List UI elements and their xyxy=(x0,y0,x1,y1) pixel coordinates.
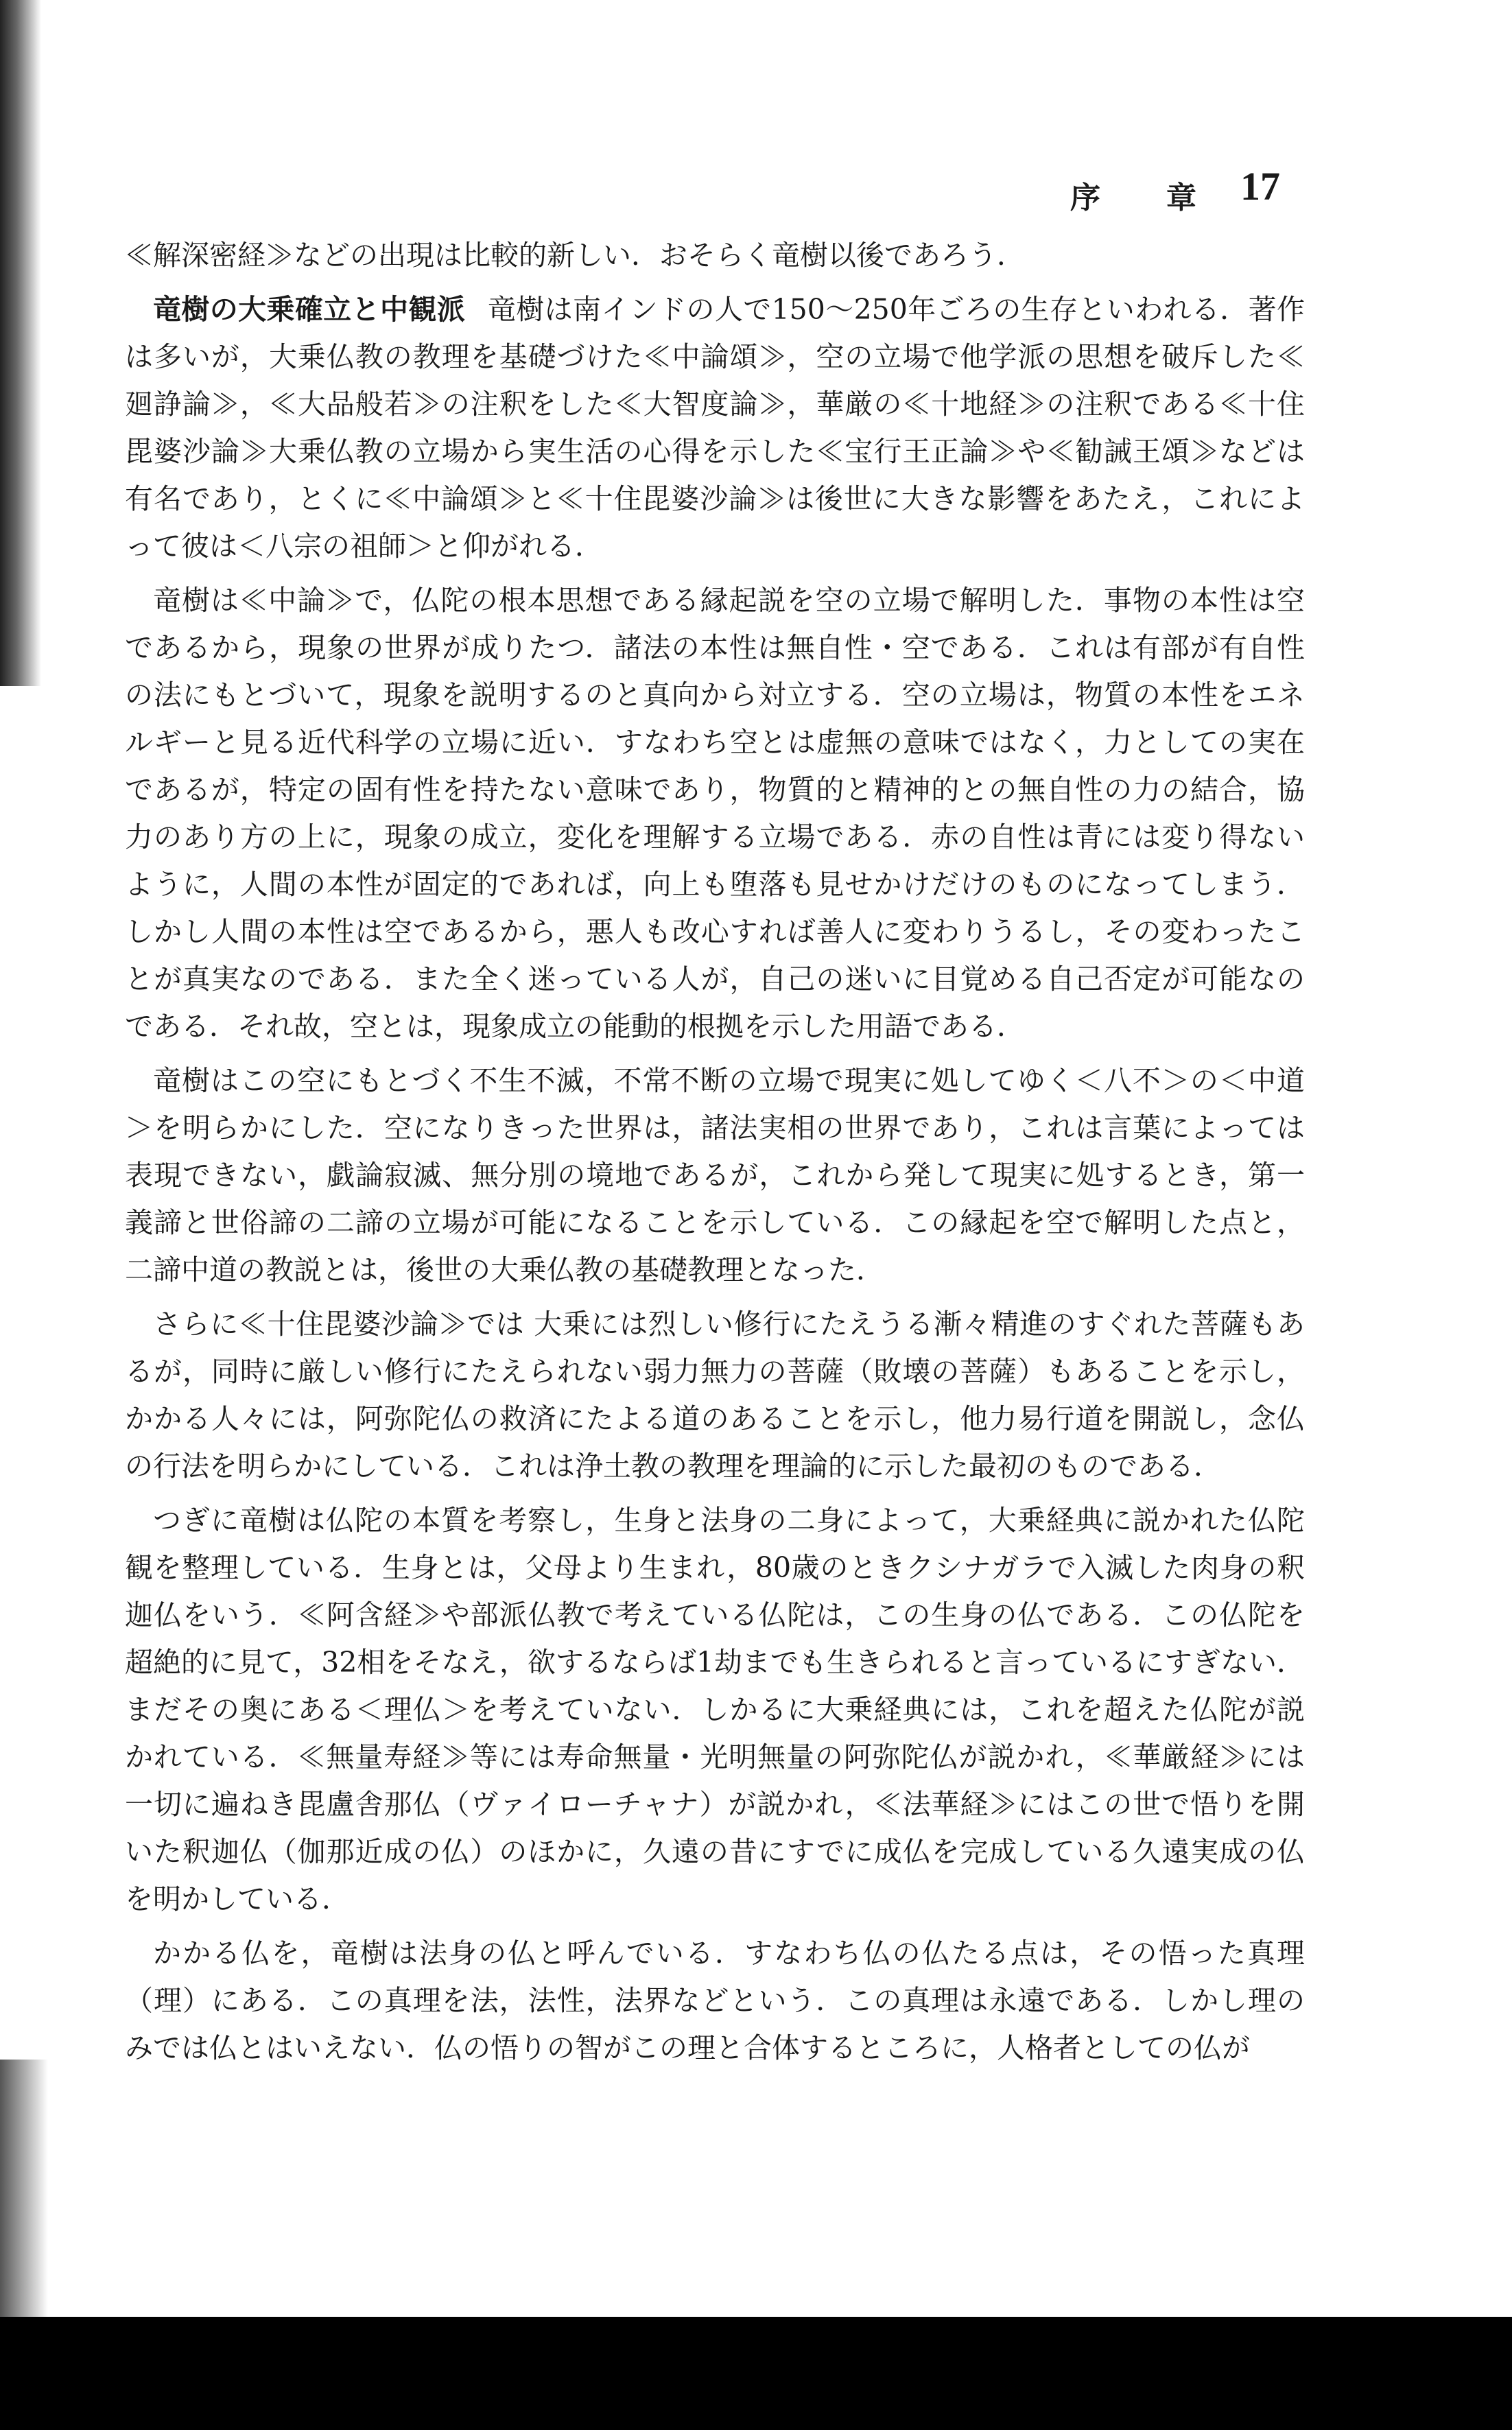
paragraph-6: つぎに竜樹は仏陀の本質を考察し，生身と法身の二身によって，大乗経典に説かれた仏陀観を整理している．生身とは，父母より生まれ，80歳のときクシナガラで入滅した肉身の釈迦仏をいう．≪阿含経≫や部派仏教で考えている仏陀は，この生身の仏である．この仏陀を超絶的に見て，32相をそなえ，欲するならば1劫までも生きられると言っているにすぎない．まだその奥にある＜理仏＞を考えていない．しかるに大乗経典には，これを超えた仏陀が説かれている．≪無量寿経≫等には寿命無量・光明無量の阿弥陀仏が説かれ，≪華厳経≫には一切に遍ねき毘盧舎那仏（ヴァイローチャナ）が説かれ，≪法華経≫にはこの世で悟りを開いた釈迦仏（伽那近成の仏）のほかに，久遠の昔にすでに成仏を完成している久遠実成の仏を明かしている． xyxy=(125,1504,1305,1915)
chapter-title-char-2: 章 xyxy=(1166,180,1196,215)
scan-bottom-border xyxy=(0,2317,1512,2430)
paragraph-1: ≪解深密経≫などの出現は比較的新しい．おそらく竜樹以後であろう． xyxy=(125,239,1025,272)
section-heading: 竜樹の大乗確立と中観派 xyxy=(153,293,466,326)
chapter-title-char-1: 序 xyxy=(1070,180,1100,215)
running-header xyxy=(1056,163,1358,218)
paragraph-2 xyxy=(125,286,1305,570)
paragraph-5: さらに≪十住毘婆沙論≫では 大乗には烈しい修行にたえうる漸々精進のすぐれた菩薩もあるが，同時に厳しい修行にたえられない弱力無力の菩薩（敗壊の菩薩）もあることを示し，かかる人々には，阿弥陀仏の救済にたよる道のあることを示し，他力易行道を開説し，念仏の行法を明らかにしている．これは浄土教の教理を理論的に示した最初のものである． xyxy=(125,1308,1305,1483)
page-number: 17 xyxy=(1240,164,1280,209)
page-body xyxy=(125,232,1305,2079)
scan-edge-shadow-lower xyxy=(0,2060,48,2320)
paragraph-3: 竜樹は≪中論≫で，仏陀の根本思想である縁起説を空の立場で解明した．事物の本性は空であるから，現象の世界が成りたつ．諸法の本性は無自性・空である．これは有部が有自性の法にもとづいて，現象を説明するのと真向から対立する．空の立場は，物質の本性をエネルギーと見る近代科学の立場に近い．すなわち空とは虚無の意味ではなく，力としての実在であるが，特定の固有性を持たない意味であり，物質的と精神的との無自性の力の結合，協力のあり方の上に，現象の成立，変化を理解する立場である．赤の自性は青には変り得ないように，人間の本性が固定的であれば，向上も堕落も見せかけだけのものになってしまう．しかし人間の本性は空であるから，悪人も改心すれば善人に変わりうるし，その変わったことが真実なのである．また全く迷っている人が，自己の迷いに目覚める自己否定が可能なのである．それ故，空とは，現象成立の能動的根拠を示した用語である． xyxy=(125,584,1305,1043)
paragraph-4: 竜樹はこの空にもとづく不生不滅，不常不断の立場で現実に処してゆく＜八不＞の＜中道＞を明らかにした．空になりきった世界は，諸法実相の世界であり，これは言葉によっては表現できない，戯論寂滅、無分別の境地であるが，これから発して現実に処するとき，第一義諦と世俗諦の二諦の立場が可能になることを示している．この縁起を空で解明した点と，二諦中道の教説とは，後世の大乗仏教の基礎教理となった． xyxy=(125,1064,1305,1286)
paragraph-7: かかる仏を，竜樹は法身の仏と呼んでいる．すなわち仏の仏たる点は，その悟った真理（理）にある．この真理を法，法性，法界などという．この真理は永遠である．しかし理のみでは仏とはいえない．仏の悟りの智がこの理と合体するところに，人格者としての仏が xyxy=(125,1937,1305,2064)
paragraph-2-text: 竜樹は南インドの人で150～250年ごろの生存といわれる．著作は多いが，大乗仏教の教理を基礎づけた≪中論頌≫，空の立場で他学派の思想を破斥した≪廻諍論≫，≪大品般若≫の注釈をした≪大智度論≫，華厳の≪十地経≫の注釈である≪十住毘婆沙論≫大乗仏教の立場から実生活の心得を示した≪宝行王正論≫や≪勧誡王頌≫などは有名であり，とくに≪中論頌≫と≪十住毘婆沙論≫は後世に大きな影響をあたえ，これによって彼は＜八宗の祖師＞と仰がれる． xyxy=(125,293,1306,563)
scan-edge-shadow xyxy=(0,0,41,686)
